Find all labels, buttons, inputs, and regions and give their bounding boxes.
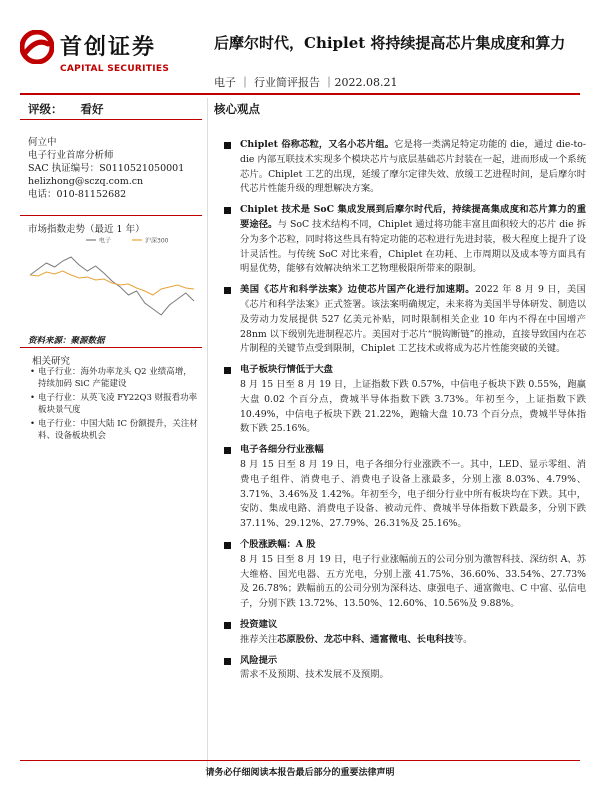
related-research-list [30,367,200,445]
advice-stocks: 芯原股份、龙芯中科、通富微电、长电科技 [277,633,454,645]
legend-label: 电子 [99,237,112,245]
related-item[interactable]: • 电子行业：中国大陆 IC 份额提升，关注材料、设备板块机会 [30,419,200,442]
bullet-icon [224,447,231,454]
paragraph-body [224,633,586,648]
chart-legend [86,237,169,245]
paragraph-heading: 电子板块行情低于大盘 [240,364,333,376]
brand-name-en: CAPITAL SECURITIES [60,64,170,74]
paragraph-body: 它是将一类满足特定功能的 die，通过 die-to-die 内部互联技术实现多个模块芯片与底层基础芯片封装在一起，进而形成一个系统芯片。Chiplet 工艺的出现，延缓了摩尔定律失效、放缓工艺进程时间，是后摩尔时代芯片性能升级的理想解决方案。 [240,139,586,195]
analyst-role: 电子行业首席分析师 [28,150,114,161]
series-line [30,271,194,295]
brand-logo-icon [20,30,54,64]
sidebar-divider-2 [20,215,202,216]
paragraph-lead: Chiplet 技术是 SoC 集成发展到后摩尔时代后，持续提高集成度和芯片算力的重要途径。 [240,204,586,230]
chart-source: 资料来源：聚源数据 [28,336,105,346]
report-title: 后摩尔时代，Chiplet 将持续提高芯片集成度和算力 [214,34,566,52]
paragraph-lead: 美国《芯片和科学法案》边使芯片国产化进行加速期。 [240,284,475,296]
analyst-info [28,136,184,201]
paragraph-chiplet [224,138,586,197]
series-line [30,257,194,315]
rating-value: 看好 [80,102,104,116]
analyst-email[interactable]: helizhong@sczq.com.cn [28,176,144,187]
advice-suffix: 等。 [453,633,473,645]
market-index-chart [26,234,198,326]
column-divider [207,98,208,778]
rating [28,101,104,117]
paragraph-heading: 投资建议 [240,618,278,630]
paragraph-heading: 个股涨跌幅：A 股 [240,538,316,550]
bullet-icon [224,142,231,149]
paragraph-body: 需求不及预期、技术发展不及预期。 [240,669,389,681]
footer-disclaimer: 请务必仔细阅读本报告最后部分的重要法律声明 [205,768,395,778]
bullet-icon [224,542,231,549]
sidebar-divider-3 [20,347,202,348]
paragraph-body: 与 SoC 技术结构不同，Chiplet 通过将功能丰富且面积较大的芯片 die 拆分为多个芯粒，同时将这些具有特定功能的芯粒进行先进封装，极大程度上提升了设计灵活性。与传统 SoC 对比来看，Chiplet 在功耗、上市周期以及成本等方面具有明显优势，能够有效解决纳米工艺物理极限所带来的限制。 [240,218,586,275]
paragraph-soc [224,203,586,277]
paragraph-lead: Chiplet 俗称芯粒，又名小芯片组。 [240,139,395,150]
analyst-phone: 电话：010-81152682 [28,189,127,200]
paragraph-market [224,363,586,378]
footer-divider [20,760,580,761]
rating-label: 评级： [28,102,63,116]
analyst-sac: SAC 执证编号：S0110521050001 [28,163,185,174]
bullet-icon [224,287,231,294]
header-divider [20,93,580,95]
related-research-title: 相关研究 [32,356,71,367]
bullet-icon [224,658,231,665]
section-title: 核心观点 [214,102,260,116]
legend-label: 沪深300 [145,237,169,245]
advice-prefix: 推荐关注 [240,633,278,645]
related-item[interactable]: • 电子行业：从英飞凌 FY22Q3 财报看功率板块景气度 [30,393,200,416]
related-item[interactable]: • 电子行业：海外功率龙头 Q2 业绩高增，持续加码 SiC 产能建设 [30,367,200,390]
paragraph-body: 8 月 15 日至 8 月 19 日，电子行业涨幅前五的公司分别为激智科技、深纺织 A、苏大维格、国光电器、五方光电，分别上涨 41.75%、36.60%、33.54%、27.73%及 26.78%；跌幅前五的公司分别为深科达、康强电子、通富微电、C 中富、弘信电子，分别下跌 13.72%、13.50%、12.60%、10.56%及 9.88%。 [240,553,586,610]
paragraph-body: 2022 年 8 月 9 日，美国《芯片和科学法案》正式签署。该法案明确规定，未来将为美国半导体研发、制造以及劳动力发展提供 527 亿美元补贴，同时限制相关企业 10 年内不得在中国增产 28nm 以下级别先进制程芯片。美国对于芯片“脱钩断链”的推动，直接导致国内在芯片制程的关键节点受到限制，Chiplet 工艺技术或将成为芯片性能突破的关键。 [240,284,586,355]
bullet-icon [224,367,231,374]
bullet-icon [224,207,231,214]
main-content [224,138,586,683]
paragraph-heading: 风险提示 [240,654,278,666]
paragraph-body: 8 月 15 日至 8 月 19 日，上证指数下跌 0.57%，中信电子板块下跌 0.55%，跑赢大盘 0.02 个百分点，费城半导体指数下跌 3.73%。年初至今，上证指数下跌 10.49%，中信电子板块下跌 21.22%，跑输大盘 10.73 个百分点，费城半导体指数下跌 25.16%。 [240,378,586,435]
brand-name-cn: 首创证券 [60,35,157,60]
chart-lines [30,257,194,315]
paragraph-advice [224,618,586,633]
sidebar-divider-1 [20,119,202,120]
paragraph-risk [224,654,586,669]
analyst-name: 何立中 [28,137,57,148]
paragraph-subsectors [224,443,586,458]
brand-logo [20,24,200,84]
paragraph-chips-act [224,283,586,357]
bullet-icon [224,622,231,629]
paragraph-stocks [224,538,586,553]
chart-title: 市场指数走势（最近 1 年） [28,224,145,235]
paragraph-body: 8 月 15 日至 8 月 19 日，电子各细分行业涨跌不一。其中，LED、显示零组、消费电子组件、消费电子、消费电子设备上涨最多，分别上涨 8.03%、4.79%、3.71%、3.46%及 1.42%。年初至今，电子细分行业中所有板块均在下跌。其中，安防、集成电路、消费电子设备、被动元件、费城半导体指数下跌最多，分别下跌 37.11%、29.12%、27.79%、26.31%及 25.16%。 [240,458,586,530]
paragraph-heading: 电子各细分行业涨幅 [240,444,324,456]
report-subtitle: 电子 ｜ 行业简评报告 ｜2022.08.21 [214,76,398,89]
